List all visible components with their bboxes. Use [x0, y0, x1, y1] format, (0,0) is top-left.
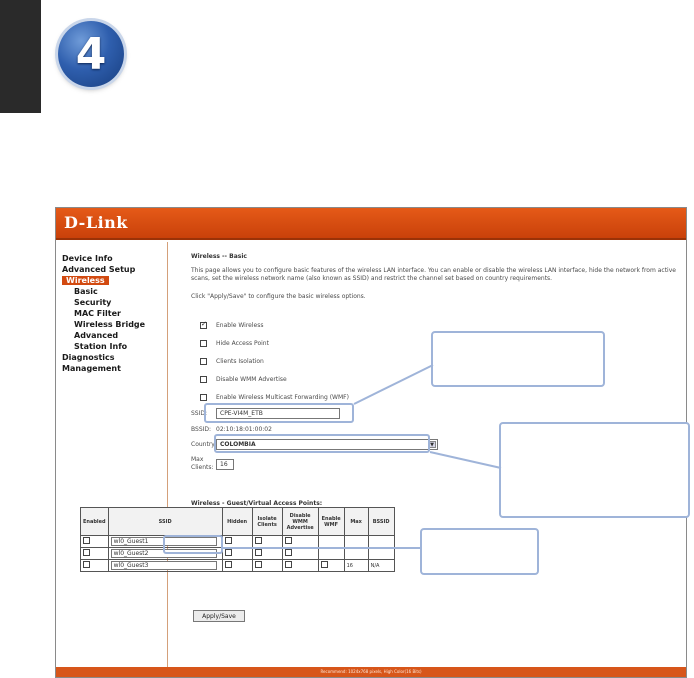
- guest1-ssid-input[interactable]: wl0_Guest1: [111, 537, 217, 546]
- sidebar-item-wireless-bridge[interactable]: Wireless Bridge: [74, 320, 146, 329]
- dlink-logo: D-Link: [64, 213, 128, 232]
- column-header: SSID: [108, 508, 222, 536]
- ssid-label: SSID:: [191, 410, 208, 417]
- column-header: Enable WMF: [318, 508, 344, 536]
- column-header: BSSID: [368, 508, 394, 536]
- sidebar-item-advanced-setup[interactable]: Advanced Setup: [62, 265, 136, 274]
- sidebar-item-basic[interactable]: Basic: [74, 287, 98, 296]
- page-description: This page allows you to configure basic features of the wireless LAN interface. You can enable or disable the wireless LAN interface, hide the network from active scans, set the wireless network name (also known as SSID) and restrict the channel set based on country requirements.: [191, 267, 676, 282]
- sidebar-item-security[interactable]: Security: [74, 298, 112, 307]
- step-number-badge: 4: [58, 21, 124, 87]
- disable-wmm-label: Disable WMM Advertise: [216, 376, 287, 383]
- apply-save-button[interactable]: Apply/Save: [193, 610, 245, 622]
- sidebar-item-diagnostics[interactable]: Diagnostics: [62, 353, 115, 362]
- guest3-max: 16: [344, 560, 368, 572]
- clients-isolation-label: Clients Isolation: [216, 358, 264, 365]
- max-clients-input[interactable]: 16: [216, 459, 234, 470]
- enable-wmf-label: Enable Wireless Multicast Forwarding (WMF): [216, 394, 349, 401]
- page-title: Wireless -- Basic: [191, 253, 247, 260]
- max-clients-label: Max Clients:: [191, 456, 214, 471]
- guest2-ssid-input[interactable]: wl0_Guest2: [111, 549, 217, 558]
- sidebar-item-wireless[interactable]: Wireless: [62, 276, 109, 285]
- column-header: Enabled: [81, 508, 109, 536]
- sidebar-item-station-info[interactable]: Station Info: [74, 342, 128, 351]
- bssid-label: BSSID:: [191, 426, 212, 433]
- column-header: Disable WMM Advertise: [282, 508, 318, 536]
- country-label: Country:: [191, 441, 217, 448]
- guest3-ssid-input[interactable]: wl0_Guest3: [111, 561, 217, 570]
- column-header: Max: [344, 508, 368, 536]
- sidebar-item-management[interactable]: Management: [62, 364, 121, 373]
- enable-wireless-label: Enable Wireless: [216, 322, 264, 329]
- hide-access-point-label: Hide Access Point: [216, 340, 269, 347]
- bssid-value: 02:10:18:01:00:02: [216, 426, 272, 433]
- column-header: Isolate Clients: [252, 508, 282, 536]
- sidebar-item-mac-filter[interactable]: MAC Filter: [74, 309, 121, 318]
- country-value: COLOMBIA: [220, 441, 256, 448]
- guest-ap-title: Wireless - Guest/Virtual Access Points:: [191, 500, 323, 507]
- guest3-bssid: N/A: [368, 560, 394, 572]
- sidebar-item-advanced[interactable]: Advanced: [74, 331, 119, 340]
- apply-instruction: Click "Apply/Save" to configure the basic wireless options.: [191, 293, 366, 300]
- sidebar-item-device-info[interactable]: Device Info: [62, 254, 113, 263]
- column-header: Hidden: [222, 508, 252, 536]
- footer-bar: Recommend: 1024x768 pixels, High Color(16 Bits): [56, 667, 686, 677]
- ssid-input[interactable]: CPE-VI4M_ETB: [216, 408, 340, 419]
- chevron-down-icon[interactable]: ▼: [428, 441, 436, 448]
